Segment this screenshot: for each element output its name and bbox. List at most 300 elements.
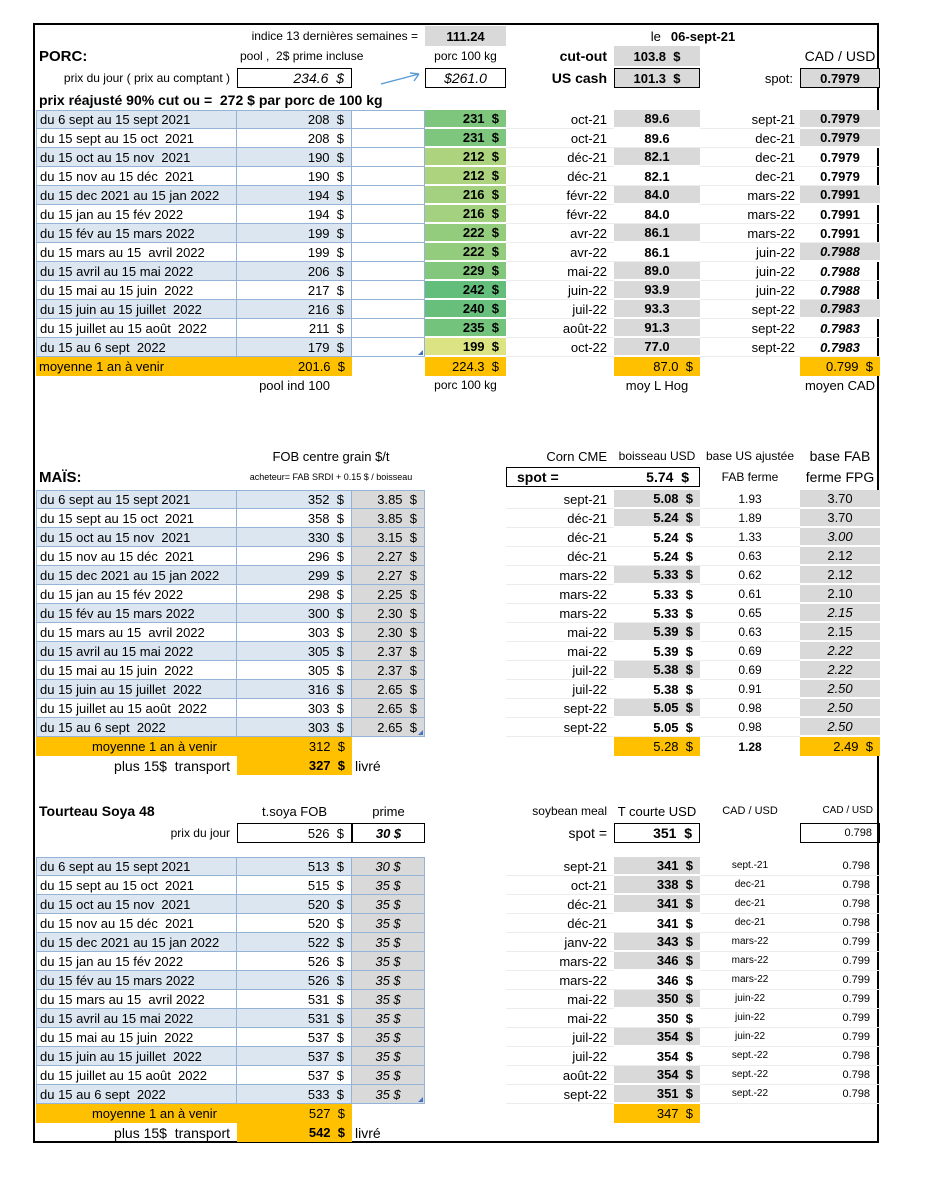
adjusted-price-cell[interactable]: 216 $	[425, 186, 506, 205]
base-us-cell[interactable]: 1.33	[700, 528, 800, 547]
cme-month-cell[interactable]: sept-22	[506, 699, 614, 718]
cad-month-cell[interactable]: mars-22	[700, 224, 800, 243]
base-fab-cell[interactable]: 2.15	[800, 623, 880, 642]
hog-month-cell[interactable]: avr-22	[506, 224, 614, 243]
cme-month-cell[interactable]: sept-22	[506, 718, 614, 737]
corn-spot-box[interactable]	[506, 467, 700, 487]
period-cell[interactable]: du 15 avril au 15 mai 2022	[36, 262, 237, 281]
cad-rate-cell[interactable]: 0.7991	[800, 205, 880, 224]
period-cell[interactable]: du 15 nov au 15 déc 2021	[36, 914, 237, 933]
cad-month-cell[interactable]: juin-22	[700, 243, 800, 262]
soya-cad-spot-value[interactable]: 0.798	[800, 823, 880, 843]
hog-price-cell[interactable]: 89.6	[614, 110, 700, 129]
cme-month-cell[interactable]: mars-22	[506, 585, 614, 604]
meal-month-cell[interactable]: janv-22	[506, 933, 614, 952]
base-us-cell[interactable]: 0.65	[700, 604, 800, 623]
transport-value[interactable]: 327 $	[237, 756, 352, 775]
period-cell[interactable]: du 15 oct au 15 nov 2021	[36, 895, 237, 914]
fob-price-cell[interactable]: 537 $	[237, 1028, 352, 1047]
pool-price-cell[interactable]: 199 $	[237, 224, 352, 243]
meal-month-cell[interactable]: oct-21	[506, 876, 614, 895]
cme-price-cell[interactable]: 5.38 $	[614, 680, 700, 699]
hog-price-cell[interactable]: 89.0	[614, 262, 700, 281]
moyenne-fob-value[interactable]: 312 $	[237, 737, 352, 756]
pool-price-cell[interactable]: 194 $	[237, 205, 352, 224]
cad-month-cell[interactable]: dec-21	[700, 129, 800, 148]
hog-price-cell[interactable]: 89.6	[614, 129, 700, 148]
adjusted-price-cell[interactable]: 231 $	[425, 110, 506, 129]
pool-price-cell[interactable]: 208 $	[237, 129, 352, 148]
base-price-cell[interactable]: 2.65 $	[352, 680, 425, 699]
period-cell[interactable]: du 15 jan au 15 fév 2022	[36, 952, 237, 971]
period-cell[interactable]: du 15 sept au 15 oct 2021	[36, 129, 237, 148]
cme-price-cell[interactable]: 5.24 $	[614, 528, 700, 547]
base-us-cell[interactable]: 1.93	[700, 490, 800, 509]
meal-price-cell[interactable]: 354 $	[614, 1066, 700, 1085]
hog-price-cell[interactable]: 93.9	[614, 281, 700, 300]
moyenne-adj-value[interactable]: 224.3 $	[425, 357, 506, 376]
fob-price-cell[interactable]: 305 $	[237, 642, 352, 661]
cme-price-cell[interactable]: 5.05 $	[614, 718, 700, 737]
hog-month-cell[interactable]: oct-21	[506, 110, 614, 129]
base-fab-cell[interactable]: 2.50	[800, 680, 880, 699]
pool-price-cell[interactable]: 217 $	[237, 281, 352, 300]
prime-cell[interactable]: 35 $	[352, 1047, 425, 1066]
base-us-cell[interactable]: 0.69	[700, 661, 800, 680]
cad-rate-cell[interactable]: 0.799	[800, 1028, 880, 1047]
base-us-cell[interactable]: 0.61	[700, 585, 800, 604]
cad-rate-cell[interactable]: 0.7988	[800, 243, 880, 262]
period-cell[interactable]: du 15 mars au 15 avril 2022	[36, 623, 237, 642]
prime-cell[interactable]: 35 $	[352, 876, 425, 895]
period-cell[interactable]: du 15 dec 2021 au 15 jan 2022	[36, 566, 237, 585]
cme-price-cell[interactable]: 5.33 $	[614, 604, 700, 623]
contract-cell[interactable]	[352, 148, 425, 167]
cme-price-cell[interactable]: 5.24 $	[614, 509, 700, 528]
prime-cell[interactable]: 35 $	[352, 895, 425, 914]
hog-month-cell[interactable]: févr-22	[506, 205, 614, 224]
cad-month-cell[interactable]: dec-21	[700, 914, 800, 933]
base-price-cell[interactable]: 2.27 $	[352, 547, 425, 566]
soya-prime-value[interactable]: 30 $	[352, 823, 425, 843]
cad-month-cell[interactable]: sept-21	[700, 110, 800, 129]
base-price-cell[interactable]: 3.85 $	[352, 509, 425, 528]
transport-value[interactable]: 542 $	[237, 1123, 352, 1142]
soya-spot-value[interactable]: 351 $	[614, 823, 700, 843]
base-fab-cell[interactable]: 2.50	[800, 718, 880, 737]
adjusted-price-cell[interactable]: 242 $	[425, 281, 506, 300]
meal-price-cell[interactable]: 346 $	[614, 952, 700, 971]
base-fab-cell[interactable]: 2.50	[800, 699, 880, 718]
meal-price-cell[interactable]: 338 $	[614, 876, 700, 895]
base-fab-cell[interactable]: 2.15	[800, 604, 880, 623]
period-cell[interactable]: du 15 sept au 15 oct 2021	[36, 509, 237, 528]
prime-cell[interactable]: 35 $	[352, 933, 425, 952]
period-cell[interactable]: du 15 juin au 15 juillet 2022	[36, 680, 237, 699]
base-fab-cell[interactable]: 2.12	[800, 547, 880, 566]
hog-month-cell[interactable]: déc-21	[506, 167, 614, 186]
cad-month-cell[interactable]: mars-22	[700, 205, 800, 224]
period-cell[interactable]: du 15 au 6 sept 2022	[36, 338, 237, 357]
base-price-cell[interactable]: 2.30 $	[352, 604, 425, 623]
base-price-cell[interactable]: 2.37 $	[352, 642, 425, 661]
base-us-cell[interactable]: 0.98	[700, 718, 800, 737]
cad-rate-cell[interactable]: 0.799	[800, 933, 880, 952]
base-price-cell[interactable]: 2.30 $	[352, 623, 425, 642]
moyenne-hog-value[interactable]: 87.0 $	[614, 357, 700, 376]
period-cell[interactable]: du 15 dec 2021 au 15 jan 2022	[36, 186, 237, 205]
pool-price-cell[interactable]: 179 $	[237, 338, 352, 357]
fob-price-cell[interactable]: 303 $	[237, 699, 352, 718]
adjusted-price-cell[interactable]: 216 $	[425, 205, 506, 224]
cad-rate-cell[interactable]: 0.799	[800, 1009, 880, 1028]
base-fab-cell[interactable]: 2.22	[800, 661, 880, 680]
meal-month-cell[interactable]: mars-22	[506, 971, 614, 990]
period-cell[interactable]: du 15 juin au 15 juillet 2022	[36, 1047, 237, 1066]
adjusted-spot-value[interactable]: $261.0	[425, 68, 506, 88]
period-cell[interactable]: du 15 jan au 15 fév 2022	[36, 205, 237, 224]
contract-cell[interactable]	[352, 110, 425, 129]
cad-month-cell[interactable]: juin-22	[700, 281, 800, 300]
cad-rate-cell[interactable]: 0.7991	[800, 224, 880, 243]
cme-month-cell[interactable]: déc-21	[506, 528, 614, 547]
base-fab-cell[interactable]: 3.70	[800, 509, 880, 528]
hog-month-cell[interactable]: avr-22	[506, 243, 614, 262]
cad-rate-cell[interactable]: 0.7988	[800, 262, 880, 281]
cad-month-cell[interactable]: juin-22	[700, 1028, 800, 1047]
prime-cell[interactable]: 35 $	[352, 952, 425, 971]
meal-month-cell[interactable]: mai-22	[506, 1009, 614, 1028]
base-fab-cell[interactable]: 2.10	[800, 585, 880, 604]
cad-rate-cell[interactable]: 0.798	[800, 857, 880, 876]
base-price-cell[interactable]: 2.65 $	[352, 718, 425, 737]
pool-price-cell[interactable]: 211 $	[237, 319, 352, 338]
prime-cell[interactable]: 35 $	[352, 1028, 425, 1047]
contract-cell[interactable]	[352, 338, 425, 357]
hog-month-cell[interactable]: mai-22	[506, 262, 614, 281]
contract-cell[interactable]	[352, 281, 425, 300]
pool-price-cell[interactable]: 206 $	[237, 262, 352, 281]
fob-price-cell[interactable]: 522 $	[237, 933, 352, 952]
base-fab-cell[interactable]: 3.00	[800, 528, 880, 547]
hog-price-cell[interactable]: 82.1	[614, 167, 700, 186]
cad-rate-cell[interactable]: 0.798	[800, 1085, 880, 1104]
period-cell[interactable]: du 15 fév au 15 mars 2022	[36, 971, 237, 990]
meal-month-cell[interactable]: mars-22	[506, 952, 614, 971]
base-us-cell[interactable]: 0.98	[700, 699, 800, 718]
cad-month-cell[interactable]: sept-22	[700, 319, 800, 338]
period-cell[interactable]: du 15 fév au 15 mars 2022	[36, 224, 237, 243]
hog-price-cell[interactable]: 93.3	[614, 300, 700, 319]
cad-month-cell[interactable]: juin-22	[700, 990, 800, 1009]
prime-cell[interactable]: 35 $	[352, 971, 425, 990]
period-cell[interactable]: du 15 nov au 15 déc 2021	[36, 167, 237, 186]
cad-rate-cell[interactable]: 0.799	[800, 952, 880, 971]
base-price-cell[interactable]: 3.85 $	[352, 490, 425, 509]
hog-month-cell[interactable]: août-22	[506, 319, 614, 338]
adjusted-price-cell[interactable]: 240 $	[425, 300, 506, 319]
moyenne-usd-value[interactable]: 347 $	[614, 1104, 700, 1123]
base-us-cell[interactable]: 0.63	[700, 623, 800, 642]
moyenne-cad-value[interactable]: 0.799 $	[800, 357, 880, 376]
meal-price-cell[interactable]: 341 $	[614, 914, 700, 933]
cad-rate-cell[interactable]: 0.7979	[800, 167, 880, 186]
fob-price-cell[interactable]: 515 $	[237, 876, 352, 895]
pool-price-cell[interactable]: 194 $	[237, 186, 352, 205]
cad-rate-cell[interactable]: 0.7988	[800, 281, 880, 300]
base-us-cell[interactable]: 0.91	[700, 680, 800, 699]
meal-price-cell[interactable]: 354 $	[614, 1047, 700, 1066]
period-cell[interactable]: du 15 mars au 15 avril 2022	[36, 243, 237, 262]
contract-cell[interactable]	[352, 319, 425, 338]
cad-month-cell[interactable]: dec-21	[700, 148, 800, 167]
hog-month-cell[interactable]: juil-22	[506, 300, 614, 319]
cad-rate-cell[interactable]: 0.7979	[800, 148, 880, 167]
pool-price-cell[interactable]: 199 $	[237, 243, 352, 262]
contract-cell[interactable]	[352, 262, 425, 281]
cad-month-cell[interactable]: sept.-22	[700, 1085, 800, 1104]
cad-rate-cell[interactable]: 0.798	[800, 876, 880, 895]
fob-price-cell[interactable]: 299 $	[237, 566, 352, 585]
cad-rate-cell[interactable]: 0.799	[800, 971, 880, 990]
cme-price-cell[interactable]: 5.24 $	[614, 547, 700, 566]
fob-price-cell[interactable]: 358 $	[237, 509, 352, 528]
adjusted-price-cell[interactable]: 231 $	[425, 129, 506, 148]
period-cell[interactable]: du 6 sept au 15 sept 2021	[36, 490, 237, 509]
moyenne-pool-value[interactable]: 201.6 $	[237, 357, 352, 376]
cad-rate-cell[interactable]: 0.7991	[800, 186, 880, 205]
hog-price-cell[interactable]: 77.0	[614, 338, 700, 357]
cme-price-cell[interactable]: 5.33 $	[614, 566, 700, 585]
prime-cell[interactable]: 35 $	[352, 1066, 425, 1085]
cad-rate-cell[interactable]: 0.7979	[800, 110, 880, 129]
fob-price-cell[interactable]: 526 $	[237, 952, 352, 971]
period-cell[interactable]: du 15 mai au 15 juin 2022	[36, 661, 237, 680]
period-cell[interactable]: du 15 mars au 15 avril 2022	[36, 990, 237, 1009]
prime-cell[interactable]: 35 $	[352, 990, 425, 1009]
fob-price-cell[interactable]: 520 $	[237, 914, 352, 933]
cad-month-cell[interactable]: dec-21	[700, 167, 800, 186]
cad-rate-cell[interactable]: 0.7983	[800, 338, 880, 357]
cme-price-cell[interactable]: 5.39 $	[614, 623, 700, 642]
cad-month-cell[interactable]: juin-22	[700, 1009, 800, 1028]
fob-price-cell[interactable]: 303 $	[237, 718, 352, 737]
fob-price-cell[interactable]: 533 $	[237, 1085, 352, 1104]
cme-month-cell[interactable]: mai-22	[506, 623, 614, 642]
date-value[interactable]: 06-sept-21	[670, 28, 736, 44]
meal-price-cell[interactable]: 341 $	[614, 895, 700, 914]
cad-month-cell[interactable]: sept.-22	[700, 1066, 800, 1085]
period-cell[interactable]: du 15 avril au 15 mai 2022	[36, 1009, 237, 1028]
pool-price-cell[interactable]: 208 $	[237, 110, 352, 129]
base-price-cell[interactable]: 2.37 $	[352, 661, 425, 680]
period-cell[interactable]: du 15 au 6 sept 2022	[36, 718, 237, 737]
prime-cell[interactable]: 35 $	[352, 1009, 425, 1028]
soya-prix-jour-value[interactable]: 526 $	[237, 823, 352, 843]
cad-rate-cell[interactable]: 0.798	[800, 1047, 880, 1066]
cad-month-cell[interactable]: mars-22	[700, 186, 800, 205]
fob-price-cell[interactable]: 537 $	[237, 1066, 352, 1085]
period-cell[interactable]: du 15 juillet au 15 août 2022	[36, 1066, 237, 1085]
period-cell[interactable]: du 15 fév au 15 mars 2022	[36, 604, 237, 623]
hog-price-cell[interactable]: 84.0	[614, 205, 700, 224]
cad-month-cell[interactable]: mars-22	[700, 971, 800, 990]
cad-month-cell[interactable]: mars-22	[700, 952, 800, 971]
fob-price-cell[interactable]: 303 $	[237, 623, 352, 642]
base-price-cell[interactable]: 2.65 $	[352, 699, 425, 718]
period-cell[interactable]: du 15 mai au 15 juin 2022	[36, 281, 237, 300]
prime-cell[interactable]: 35 $	[352, 914, 425, 933]
meal-month-cell[interactable]: mai-22	[506, 990, 614, 1009]
fob-price-cell[interactable]: 298 $	[237, 585, 352, 604]
meal-price-cell[interactable]: 350 $	[614, 990, 700, 1009]
meal-price-cell[interactable]: 346 $	[614, 971, 700, 990]
period-cell[interactable]: du 15 nov au 15 déc 2021	[36, 547, 237, 566]
cad-month-cell[interactable]: sept.-22	[700, 1047, 800, 1066]
cme-month-cell[interactable]: mars-22	[506, 604, 614, 623]
fob-price-cell[interactable]: 520 $	[237, 895, 352, 914]
meal-price-cell[interactable]: 341 $	[614, 857, 700, 876]
fob-price-cell[interactable]: 296 $	[237, 547, 352, 566]
cme-month-cell[interactable]: déc-21	[506, 509, 614, 528]
cad-rate-cell[interactable]: 0.798	[800, 914, 880, 933]
cme-price-cell[interactable]: 5.05 $	[614, 699, 700, 718]
moyenne-base-us-value[interactable]: 1.28	[738, 739, 762, 754]
fob-price-cell[interactable]: 537 $	[237, 1047, 352, 1066]
base-us-cell[interactable]: 1.89	[700, 509, 800, 528]
hog-month-cell[interactable]: déc-21	[506, 148, 614, 167]
cme-price-cell[interactable]: 5.38 $	[614, 661, 700, 680]
cad-rate-cell[interactable]: 0.7983	[800, 300, 880, 319]
cad-rate-cell[interactable]: 0.799	[800, 990, 880, 1009]
adjusted-price-cell[interactable]: 229 $	[425, 262, 506, 281]
base-us-cell[interactable]: 0.69	[700, 642, 800, 661]
period-cell[interactable]: du 15 avril au 15 mai 2022	[36, 642, 237, 661]
hog-month-cell[interactable]: juin-22	[506, 281, 614, 300]
meal-month-cell[interactable]: sept-21	[506, 857, 614, 876]
adjusted-price-cell[interactable]: 199 $	[425, 338, 506, 357]
base-us-cell[interactable]: 0.62	[700, 566, 800, 585]
pool-price-cell[interactable]: 190 $	[237, 148, 352, 167]
cme-price-cell[interactable]: 5.39 $	[614, 642, 700, 661]
fob-price-cell[interactable]: 352 $	[237, 490, 352, 509]
cme-month-cell[interactable]: sept-21	[506, 490, 614, 509]
period-cell[interactable]: du 15 au 6 sept 2022	[36, 1085, 237, 1104]
fob-price-cell[interactable]: 513 $	[237, 857, 352, 876]
cad-month-cell[interactable]: sept-22	[700, 338, 800, 357]
moyenne-base-fab-value[interactable]: 2.49 $	[800, 737, 880, 756]
adjusted-price-cell[interactable]: 222 $	[425, 224, 506, 243]
cad-month-cell[interactable]: sept.-21	[700, 857, 800, 876]
contract-cell[interactable]	[352, 167, 425, 186]
base-price-cell[interactable]: 3.15 $	[352, 528, 425, 547]
period-cell[interactable]: du 15 oct au 15 nov 2021	[36, 528, 237, 547]
period-cell[interactable]: du 15 juin au 15 juillet 2022	[36, 300, 237, 319]
fob-price-cell[interactable]: 531 $	[237, 1009, 352, 1028]
hog-month-cell[interactable]: oct-22	[506, 338, 614, 357]
fob-price-cell[interactable]: 305 $	[237, 661, 352, 680]
cme-month-cell[interactable]: mars-22	[506, 566, 614, 585]
moyenne-cme-value[interactable]: 5.28 $	[614, 737, 700, 756]
hog-price-cell[interactable]: 82.1	[614, 148, 700, 167]
contract-cell[interactable]	[352, 205, 425, 224]
cad-rate-cell[interactable]: 0.7983	[800, 319, 880, 338]
cme-month-cell[interactable]: juil-22	[506, 661, 614, 680]
us-cash-value[interactable]: 101.3 $	[614, 68, 700, 88]
cad-month-cell[interactable]: dec-21	[700, 876, 800, 895]
cad-month-cell[interactable]: juin-22	[700, 262, 800, 281]
period-cell[interactable]: du 15 mai au 15 juin 2022	[36, 1028, 237, 1047]
hog-month-cell[interactable]: févr-22	[506, 186, 614, 205]
contract-cell[interactable]	[352, 300, 425, 319]
period-cell[interactable]: du 15 jan au 15 fév 2022	[36, 585, 237, 604]
hog-price-cell[interactable]: 86.1	[614, 224, 700, 243]
cutout-value[interactable]: 103.8 $	[614, 46, 700, 66]
contract-cell[interactable]	[352, 129, 425, 148]
base-price-cell[interactable]: 2.27 $	[352, 566, 425, 585]
meal-month-cell[interactable]: sept-22	[506, 1085, 614, 1104]
meal-month-cell[interactable]: juil-22	[506, 1028, 614, 1047]
cme-price-cell[interactable]: 5.33 $	[614, 585, 700, 604]
meal-price-cell[interactable]: 354 $	[614, 1028, 700, 1047]
fob-price-cell[interactable]: 316 $	[237, 680, 352, 699]
period-cell[interactable]: du 15 dec 2021 au 15 jan 2022	[36, 933, 237, 952]
period-cell[interactable]: du 15 oct au 15 nov 2021	[36, 148, 237, 167]
fob-price-cell[interactable]: 330 $	[237, 528, 352, 547]
base-us-cell[interactable]: 0.63	[700, 547, 800, 566]
cad-rate-cell[interactable]: 0.798	[800, 895, 880, 914]
adjusted-price-cell[interactable]: 212 $	[425, 148, 506, 167]
cad-rate-cell[interactable]: 0.7979	[800, 129, 880, 148]
prime-cell[interactable]: 30 $	[352, 857, 425, 876]
pool-price-cell[interactable]: 190 $	[237, 167, 352, 186]
cad-month-cell[interactable]: mars-22	[700, 933, 800, 952]
pool-price-cell[interactable]: 216 $	[237, 300, 352, 319]
meal-month-cell[interactable]: déc-21	[506, 914, 614, 933]
cme-month-cell[interactable]: déc-21	[506, 547, 614, 566]
cme-price-cell[interactable]: 5.08 $	[614, 490, 700, 509]
prime-cell[interactable]: 35 $	[352, 1085, 425, 1104]
meal-price-cell[interactable]: 343 $	[614, 933, 700, 952]
cme-month-cell[interactable]: mai-22	[506, 642, 614, 661]
adjusted-price-cell[interactable]: 235 $	[425, 319, 506, 338]
moyenne-fob-value[interactable]: 527 $	[237, 1104, 352, 1123]
hog-price-cell[interactable]: 84.0	[614, 186, 700, 205]
period-cell[interactable]: du 6 sept au 15 sept 2021	[36, 110, 237, 129]
hog-price-cell[interactable]: 91.3	[614, 319, 700, 338]
meal-month-cell[interactable]: juil-22	[506, 1047, 614, 1066]
base-fab-cell[interactable]: 3.70	[800, 490, 880, 509]
adjusted-price-cell[interactable]: 212 $	[425, 167, 506, 186]
contract-cell[interactable]	[352, 186, 425, 205]
period-cell[interactable]: du 6 sept au 15 sept 2021	[36, 857, 237, 876]
fob-price-cell[interactable]: 526 $	[237, 971, 352, 990]
fob-price-cell[interactable]: 300 $	[237, 604, 352, 623]
prix-jour-value[interactable]: 234.6 $	[237, 68, 352, 88]
adjusted-price-cell[interactable]: 222 $	[425, 243, 506, 262]
base-fab-cell[interactable]: 2.12	[800, 566, 880, 585]
fob-price-cell[interactable]: 531 $	[237, 990, 352, 1009]
cad-month-cell[interactable]: dec-21	[700, 895, 800, 914]
meal-month-cell[interactable]: déc-21	[506, 895, 614, 914]
contract-cell[interactable]	[352, 243, 425, 262]
base-price-cell[interactable]: 2.25 $	[352, 585, 425, 604]
period-cell[interactable]: du 15 juillet au 15 août 2022	[36, 319, 237, 338]
cme-month-cell[interactable]: juil-22	[506, 680, 614, 699]
period-cell[interactable]: du 15 juillet au 15 août 2022	[36, 699, 237, 718]
meal-month-cell[interactable]: août-22	[506, 1066, 614, 1085]
contract-cell[interactable]	[352, 224, 425, 243]
